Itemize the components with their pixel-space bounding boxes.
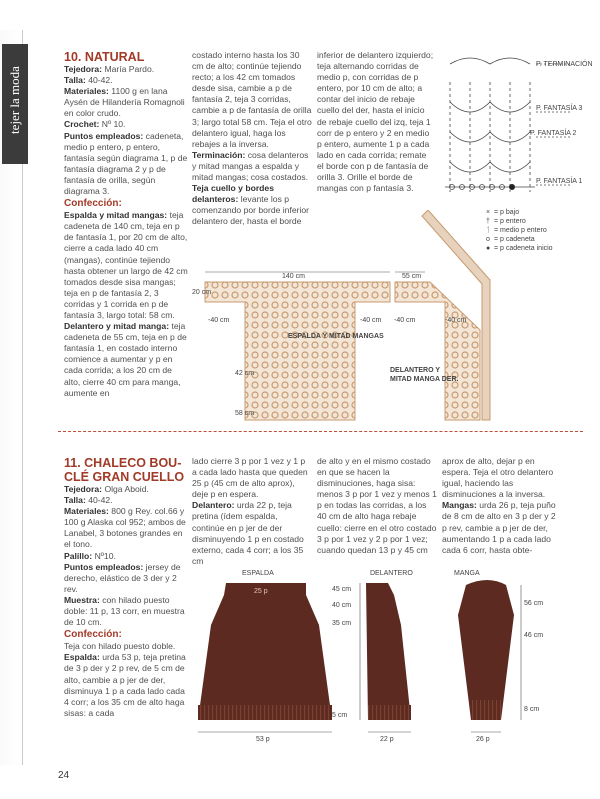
p10-confeccion-heading: Confección: <box>64 198 122 210</box>
dim-40-front-left: -40 cm <box>394 317 416 324</box>
p11-col3-text: de alto y en el mismo costado en que se hacen la disminuciones, haga sisa: menos 3 p por 1 vez y menos 1 p en todas las corridas, a los 40 cm de alto haga rebaje cuello: cierre en el otro costado 3 p por 1 vez y 2 p por 1 vez; cuando quedan 13 p y 45 cm <box>317 456 437 555</box>
p11-puntos-label: Puntos empleados: <box>64 561 144 572</box>
diag-label-fantasia2: P. FANTASÍA 2 <box>530 130 577 137</box>
dim-58: 58 cm <box>235 410 255 417</box>
del-40: 40 cm <box>332 602 352 609</box>
chain-start-icon <box>509 184 515 190</box>
delantero-label: DELANTERO <box>370 570 413 577</box>
p11-palillo: Nº10. <box>94 550 116 561</box>
diag-label-terminacion: P. TERMINACIÓN <box>536 61 593 68</box>
p11-tejedora-label: Tejedora: <box>64 484 103 494</box>
p10-espalda-label: Espalda y mitad mangas: <box>64 210 168 221</box>
p11-title-a: 11. CHALECO BOU- <box>64 456 182 470</box>
p11-muestra: con hilado puesto doble: 11 p, 13 corr, en muestra de 10 cm. <box>64 594 185 628</box>
esp-top-dim: 25 p <box>254 588 268 595</box>
legend-cadeneta: = p cadeneta <box>494 236 535 243</box>
legend-symbol-cadeneta-inicio: ● <box>486 245 491 252</box>
dim-42: 42 cm <box>235 370 255 377</box>
back-piece <box>205 282 390 420</box>
legend-symbol-p-bajo: × <box>486 209 491 216</box>
p11-talla-label: Talla: <box>64 495 86 506</box>
page-number: 24 <box>58 770 70 781</box>
dim-40-front-right: -40 cm <box>445 317 467 324</box>
p10-delantero-label: Delantero y mitad manga: <box>64 321 170 332</box>
p10-cuello: levante los p comenzando por borde inferior delantero der, hasta el borde <box>192 194 310 227</box>
legend-p-entero: = p entero <box>494 218 526 225</box>
p11-col4-text: aprox de alto, dejar p en espera. Teja el otro delantero igual, haciendo las disminuciones a la inversa. <box>442 456 554 500</box>
p10-col2-text: costado interno hasta los 30 cm de alto; continúe tejiendo recto; a los 42 cm tomados desde sisa, cambie a p de fantasía 2, teja 3 corridas, cambie a p de fantasía de orilla 3; largo total 58 cm. Teja el otro delantero igual, haga los rebajes a la inversa. <box>192 50 312 149</box>
section-divider <box>58 431 583 432</box>
del-35: 35 cm <box>332 620 352 627</box>
p10-puntos: cadeneta, medio p entero, p entero, fantasía según diagrama 1, p de fantasía diagrama 2 y p de fantasía de orilla, según diagrama 3. <box>64 130 188 197</box>
legend-symbol-cadeneta: o <box>486 236 490 243</box>
manga-piece <box>458 580 514 720</box>
p10-puntos-label: Puntos empleados: <box>64 130 144 141</box>
front-label-b: MITAD MANGA DER. <box>390 376 459 383</box>
p10-terminacion-label: Terminación: <box>192 149 246 160</box>
p10-col2 <box>192 50 312 228</box>
legend-symbol-medio-p: ᛐ <box>486 227 491 234</box>
p11-palillo-label: Palillo: <box>64 550 93 561</box>
p10-materiales-label: Materiales: <box>64 86 109 97</box>
p10-tejedora: María Pardo. <box>104 64 155 74</box>
p10-crochet: Nº 10. <box>101 119 126 130</box>
legend-symbol-p-entero: † <box>486 218 490 225</box>
p11-muestra-label: Muestra: <box>64 594 100 605</box>
dim-40-right: -40 cm <box>360 317 382 324</box>
p10-crochet-label: Crochet: <box>64 119 100 130</box>
legend-cadeneta-inicio: = p cadeneta inicio <box>494 245 553 252</box>
p10-talla: 40-42. <box>88 75 113 86</box>
espalda-label: ESPALDA <box>242 570 274 577</box>
p11-confeccion-heading: Confección: <box>64 629 122 641</box>
dim-55: 55 cm <box>402 273 422 280</box>
del-bottom-dim: 22 p <box>380 736 394 743</box>
del-5: 5 cm <box>332 712 348 719</box>
p10-col1 <box>64 50 188 399</box>
delantero-rib <box>368 705 411 720</box>
espalda-piece <box>198 583 332 720</box>
man-8: 8 cm <box>524 706 540 713</box>
p10-title: 10. NATURAL <box>64 50 145 64</box>
esp-bottom-dim: 53 p <box>256 736 270 743</box>
p10-terminacion: cosa delanteros y mitad mangas a espalda y mitad mangas; cosa costados. <box>192 149 309 183</box>
delantero-piece <box>366 583 411 720</box>
legend-p-bajo: = p bajo <box>494 209 520 216</box>
p10-delantero: teja cadeneta de 55 cm, teja en p de fantasía 1, en costado interno comience a aumentar y p en cada corrida; a los 20 cm de alto, cierre 40 cm para manga, aumente en <box>64 321 187 398</box>
man-56: 56 cm <box>524 600 544 607</box>
p11-col3 <box>317 456 437 556</box>
schema-11 <box>196 565 586 750</box>
p11-tejedora: Olga Aboid. <box>104 484 149 494</box>
front-piece <box>395 282 480 420</box>
back-label: ESPALDA Y MITAD MANGAS <box>288 333 384 340</box>
p11-delantero: urda 22 p, teja pretina (ídem espalda, continúe en p jer de der disminuyendo 1 p en costado externo, cada 4 corr; a los 35 cm <box>192 500 304 566</box>
p11-materiales-label: Materiales: <box>64 506 109 517</box>
p11-intro: Teja con hilado puesto doble. <box>64 641 176 652</box>
p11-talla: 40-42. <box>88 495 113 506</box>
del-45: 45 cm <box>332 586 352 593</box>
p11-mangas-label: Mangas: <box>442 500 477 511</box>
p10-materiales: 1100 g en lana Aysén de Hilandería Romagnoli en color crudo. <box>64 86 185 119</box>
p10-talla-label: Talla: <box>64 75 86 86</box>
schema-10 <box>190 210 500 425</box>
p11-espalda: urda 53 p, teja pretina de 3 p der y 2 p rev, de 5 cm de alto, cambie a p jer de der, disminuya 1 p a cada lado cada 4 corr; a los 35 cm de alto haga sisas: a cada <box>64 652 186 718</box>
section-tab-label: tejer la moda <box>7 66 22 134</box>
p10-espalda: teja cadeneta de 140 cm, teja en p de fantasía 1, por 20 cm de alto, cierre a cada lado 40 cm (mangas), continúe tejiendo hasta obtener un largo de 42 cm tomados desde sisa mangas; teja en p de fantasía 2, 3 corridas y 1 corrida en p de fantasía 3, largo total: 58 cm. <box>64 210 188 320</box>
p11-title-b: CLÉ GRAN CUELLO <box>64 470 185 484</box>
front-label-a: DELANTERO Y <box>390 367 441 374</box>
section-tab <box>2 44 28 164</box>
p10-cuello-label: Teja cuello y bordes delanteros: <box>192 183 274 205</box>
diag-label-fantasia3: P. FANTASÍA 3 <box>536 105 583 112</box>
p11-col4 <box>442 456 560 556</box>
p11-puntos: jersey de derecho, elástico de 3 der y 2 rev. <box>64 561 181 594</box>
p10-col3-text: inferior de delantero izquierdo; teja alternando corridas de medio p, con corridas de p entero, por 10 cm de alto; a contar del inicio de rebaje cuello del der, hasta el inicio de rebaje cuello del izq, teja 1 corr de p entero y 2 en medio p entero, aumente 1 p a cada lado en cada corrida; remate el borde con p de fantasía de orilla 3. Orille el borde de mangas con p fantasía 3. <box>317 50 434 194</box>
p10-tejedora-label: Tejedora: <box>64 64 103 74</box>
diag-label-fantasia1: P. FANTASÍA 1 <box>536 178 583 185</box>
p11-espalda-label: Espalda: <box>64 652 100 663</box>
p11-materiales: 800 g Rey. col.66 y 100 g Alaska col 952; ambos de Lanabel, 3 botones grandes en el tono. <box>64 506 186 550</box>
p10-col3 <box>317 50 435 194</box>
espalda-rib <box>198 705 332 720</box>
dim-20: 20 cm <box>192 289 212 296</box>
p11-mangas: urda 26 p, teja puño de 8 cm de alto en 3 p der y 2 p rev, cambie a p jer de der, aumentando 1 p a cada lado cada 6 corr, hasta obte- <box>442 500 556 555</box>
man-46: 46 cm <box>524 632 544 639</box>
manga-label: MANGA <box>454 570 480 577</box>
dim-140: 140 cm <box>282 273 305 280</box>
legend-medio-p: = medio p entero <box>494 227 547 234</box>
man-bottom-dim: 26 p <box>476 736 490 743</box>
p11-delantero-label: Delantero: <box>192 500 235 511</box>
p11-col1 <box>64 456 188 719</box>
dim-40-left: -40 cm <box>208 317 230 324</box>
manga-rib <box>471 700 501 720</box>
p11-col2-text: lado cierre 3 p por 1 vez y 1 p a cada lado hasta que queden 25 p (45 cm de alto aprox), deje p en espera. <box>192 456 308 500</box>
p11-col2 <box>192 456 312 567</box>
